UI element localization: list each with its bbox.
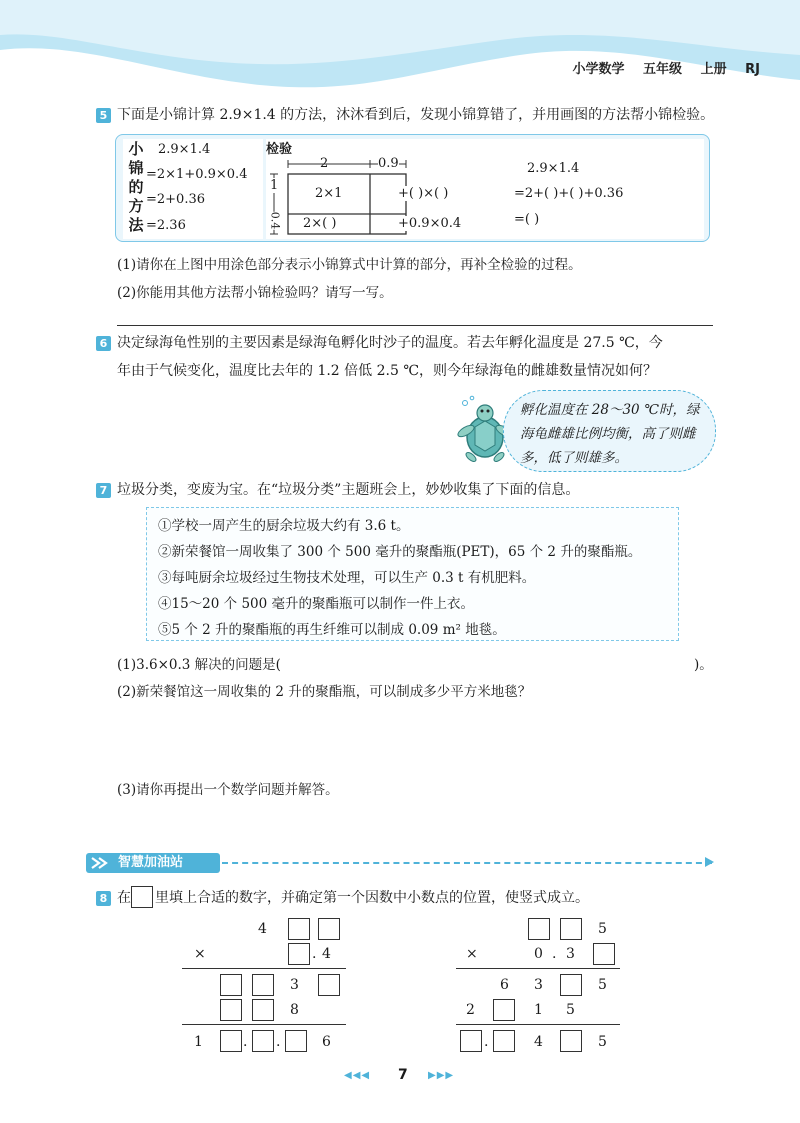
xiaojin-step-3: =2+0.36	[146, 192, 206, 207]
q7-sub-2: (2)新荣餐馆这一周收集的 2 升的聚酯瓶，可以制成多少平方米地毯？	[117, 684, 532, 700]
question-number-5: 5	[96, 108, 111, 123]
right-r2-dot: .	[552, 946, 557, 962]
q7-sub-1-end: )。	[694, 657, 713, 673]
left-r3-digit: 3	[290, 977, 299, 993]
dim-top-left: 2	[320, 156, 329, 171]
q7-text: 垃圾分类，变废为宝。在“垃圾分类”主题班会上，妙妙收集了下面的信息。	[117, 482, 580, 498]
left-r5-dot: .	[276, 1034, 281, 1050]
cell-right-bottom: +0.9×0.4	[398, 216, 462, 231]
right-rule-1	[456, 968, 620, 969]
double-arrow-icon	[90, 855, 114, 871]
q6-line-1: 决定绿海龟性别的主要因素是绿海龟孵化时沙子的温度。若去年孵化温度是 27.5 ℃，今	[117, 335, 663, 351]
section-title: 智慧加油站	[118, 855, 184, 870]
q5-text: 下面是小锦计算 2.9×1.4 的方法，沐沐看到后，发现小锦算错了，并用画图的方法帮小锦检验。	[117, 107, 715, 123]
left-r5-blank[interactable]	[220, 1030, 242, 1052]
left-r3-blank[interactable]	[220, 974, 242, 996]
left-r5-lead: 1	[194, 1034, 203, 1050]
q5-sub-1: (1)请你在上图中用涂色部分表示小锦算式中计算的部分，再补全检验的过程。	[117, 257, 582, 273]
header-edition: RJ	[745, 62, 760, 77]
left-r2-blank[interactable]	[288, 943, 310, 965]
dim-left-top: 1	[270, 178, 279, 193]
question-number-6: 6	[96, 336, 111, 351]
answer-line	[117, 325, 713, 326]
header-grade: 五年级	[643, 62, 683, 77]
left-r2-dot: .	[312, 946, 317, 962]
info-item-3: ③每吨厨余垃圾经过生物技术处理，可以生产 0.3 t 有机肥料。	[158, 570, 536, 586]
right-rule-2	[456, 1024, 620, 1025]
label-char: 方	[128, 197, 144, 215]
right-r4-a: 2	[466, 1002, 475, 1018]
arrow-right-icon	[704, 856, 716, 868]
question-number-7: 7	[96, 483, 111, 498]
left-r4-blank[interactable]	[220, 999, 242, 1021]
right-r5-dot: .	[484, 1034, 489, 1050]
right-arrows-icon: ▶▶▶	[428, 1070, 455, 1081]
sample-blank-box	[131, 886, 153, 908]
header-subject: 小学数学	[572, 62, 625, 77]
xiaojin-step-4: =2.36	[146, 218, 186, 233]
left-r1-blank[interactable]	[288, 918, 310, 940]
question-number-8: 8	[96, 891, 111, 906]
right-r4-c: 5	[566, 1002, 575, 1018]
right-r2-zero: 0	[534, 946, 543, 962]
info-item-4: ④15～20 个 500 毫升的聚酯瓶可以制作一件上衣。	[158, 596, 474, 612]
right-times-sign: ×	[466, 946, 478, 962]
q6-line-2: 年由于气候变化，温度比去年的 1.2 倍低 2.5 ℃，则今年绿海龟的雌雄数量情况如何？	[117, 363, 657, 379]
left-rule-1	[182, 968, 346, 969]
q8-text-after: 里填上合适的数字，并确定第一个因数中小数点的位置，使竖式成立。	[155, 890, 589, 906]
right-r3-a: 6	[500, 977, 509, 993]
right-r5-b: 5	[598, 1034, 607, 1050]
label-char: 锦	[128, 159, 144, 177]
left-r5-last: 6	[322, 1034, 331, 1050]
xiaojin-step-2: =2×1+0.9×0.4	[146, 167, 248, 182]
page-number: 7	[398, 1067, 408, 1083]
label-char: 法	[128, 216, 144, 234]
left-r2-digit: 4	[322, 946, 331, 962]
header-wave	[0, 0, 800, 95]
right-r1-blank[interactable]	[560, 918, 582, 940]
hint-bubble-text: 孵化温度在 28～30 ℃时，绿海龟雌雄比例均衡，高了则雌多，低了则雄多。	[520, 402, 700, 466]
right-r5-blank[interactable]	[460, 1030, 482, 1052]
check-step-2: =2+( )+( )+0.36	[514, 186, 624, 201]
left-r3-blank[interactable]	[318, 974, 340, 996]
q5-sub-2: (2)你能用其他方法帮小锦检验吗？请写一写。	[117, 285, 393, 301]
check-step-3: =( )	[514, 212, 540, 227]
dim-left-bottom: 0.4	[268, 211, 282, 230]
left-r1-digit: 4	[258, 921, 267, 937]
cell-right-top: +( )×( )	[398, 186, 449, 201]
label-char: 小	[128, 140, 144, 158]
left-r5-blank[interactable]	[285, 1030, 307, 1052]
right-r2-blank[interactable]	[593, 943, 615, 965]
q8-text-before: 在	[117, 890, 131, 906]
check-label: 检验	[266, 142, 293, 157]
dim-top-right: 0.9	[378, 156, 399, 171]
xiaojin-step-1: 2.9×1.4	[158, 142, 211, 157]
info-item-5: ⑤5 个 2 升的聚酯瓶的再生纤维可以制成 0.09 m² 地毯。	[158, 622, 506, 638]
left-arrows-icon: ◀◀◀	[344, 1070, 371, 1081]
check-step-1: 2.9×1.4	[527, 161, 580, 176]
right-r5-a: 4	[534, 1034, 543, 1050]
left-r5-dot: .	[243, 1034, 248, 1050]
right-r2-three: 3	[566, 946, 575, 962]
left-times-sign: ×	[194, 946, 206, 962]
left-r5-blank[interactable]	[252, 1030, 274, 1052]
right-r5-blank[interactable]	[493, 1030, 515, 1052]
cell-top-left: 2×1	[315, 186, 343, 201]
right-r3-b: 3	[534, 977, 543, 993]
left-r3-blank[interactable]	[252, 974, 274, 996]
left-r4-blank[interactable]	[252, 999, 274, 1021]
right-r1-digit: 5	[598, 921, 607, 937]
left-r4-digit: 8	[290, 1002, 299, 1018]
section-divider	[222, 862, 712, 864]
label-char: 的	[128, 178, 144, 196]
header-volume: 上册	[700, 62, 727, 77]
right-r4-blank[interactable]	[493, 999, 515, 1021]
q7-sub-3: (3)请你再提出一个数学问题并解答。	[117, 782, 339, 798]
right-r5-blank[interactable]	[560, 1030, 582, 1052]
right-r3-blank[interactable]	[560, 974, 582, 996]
right-r4-b: 1	[534, 1002, 543, 1018]
left-r1-blank[interactable]	[318, 918, 340, 940]
info-item-1: ①学校一周产生的厨余垃圾大约有 3.6 t。	[158, 518, 410, 534]
right-r1-blank[interactable]	[528, 918, 550, 940]
xiaojin-method-label	[124, 140, 148, 235]
right-r3-c: 5	[598, 977, 607, 993]
cell-bottom-left: 2×( )	[303, 216, 337, 231]
header-info	[559, 58, 761, 77]
q7-sub-1: (1)3.6×0.3 解决的问题是(	[117, 657, 281, 673]
info-item-2: ②新荣餐馆一周收集了 300 个 500 毫升的聚酯瓶(PET)，65 个 2 升的聚酯瓶。	[158, 544, 642, 560]
left-rule-2	[182, 1024, 346, 1025]
